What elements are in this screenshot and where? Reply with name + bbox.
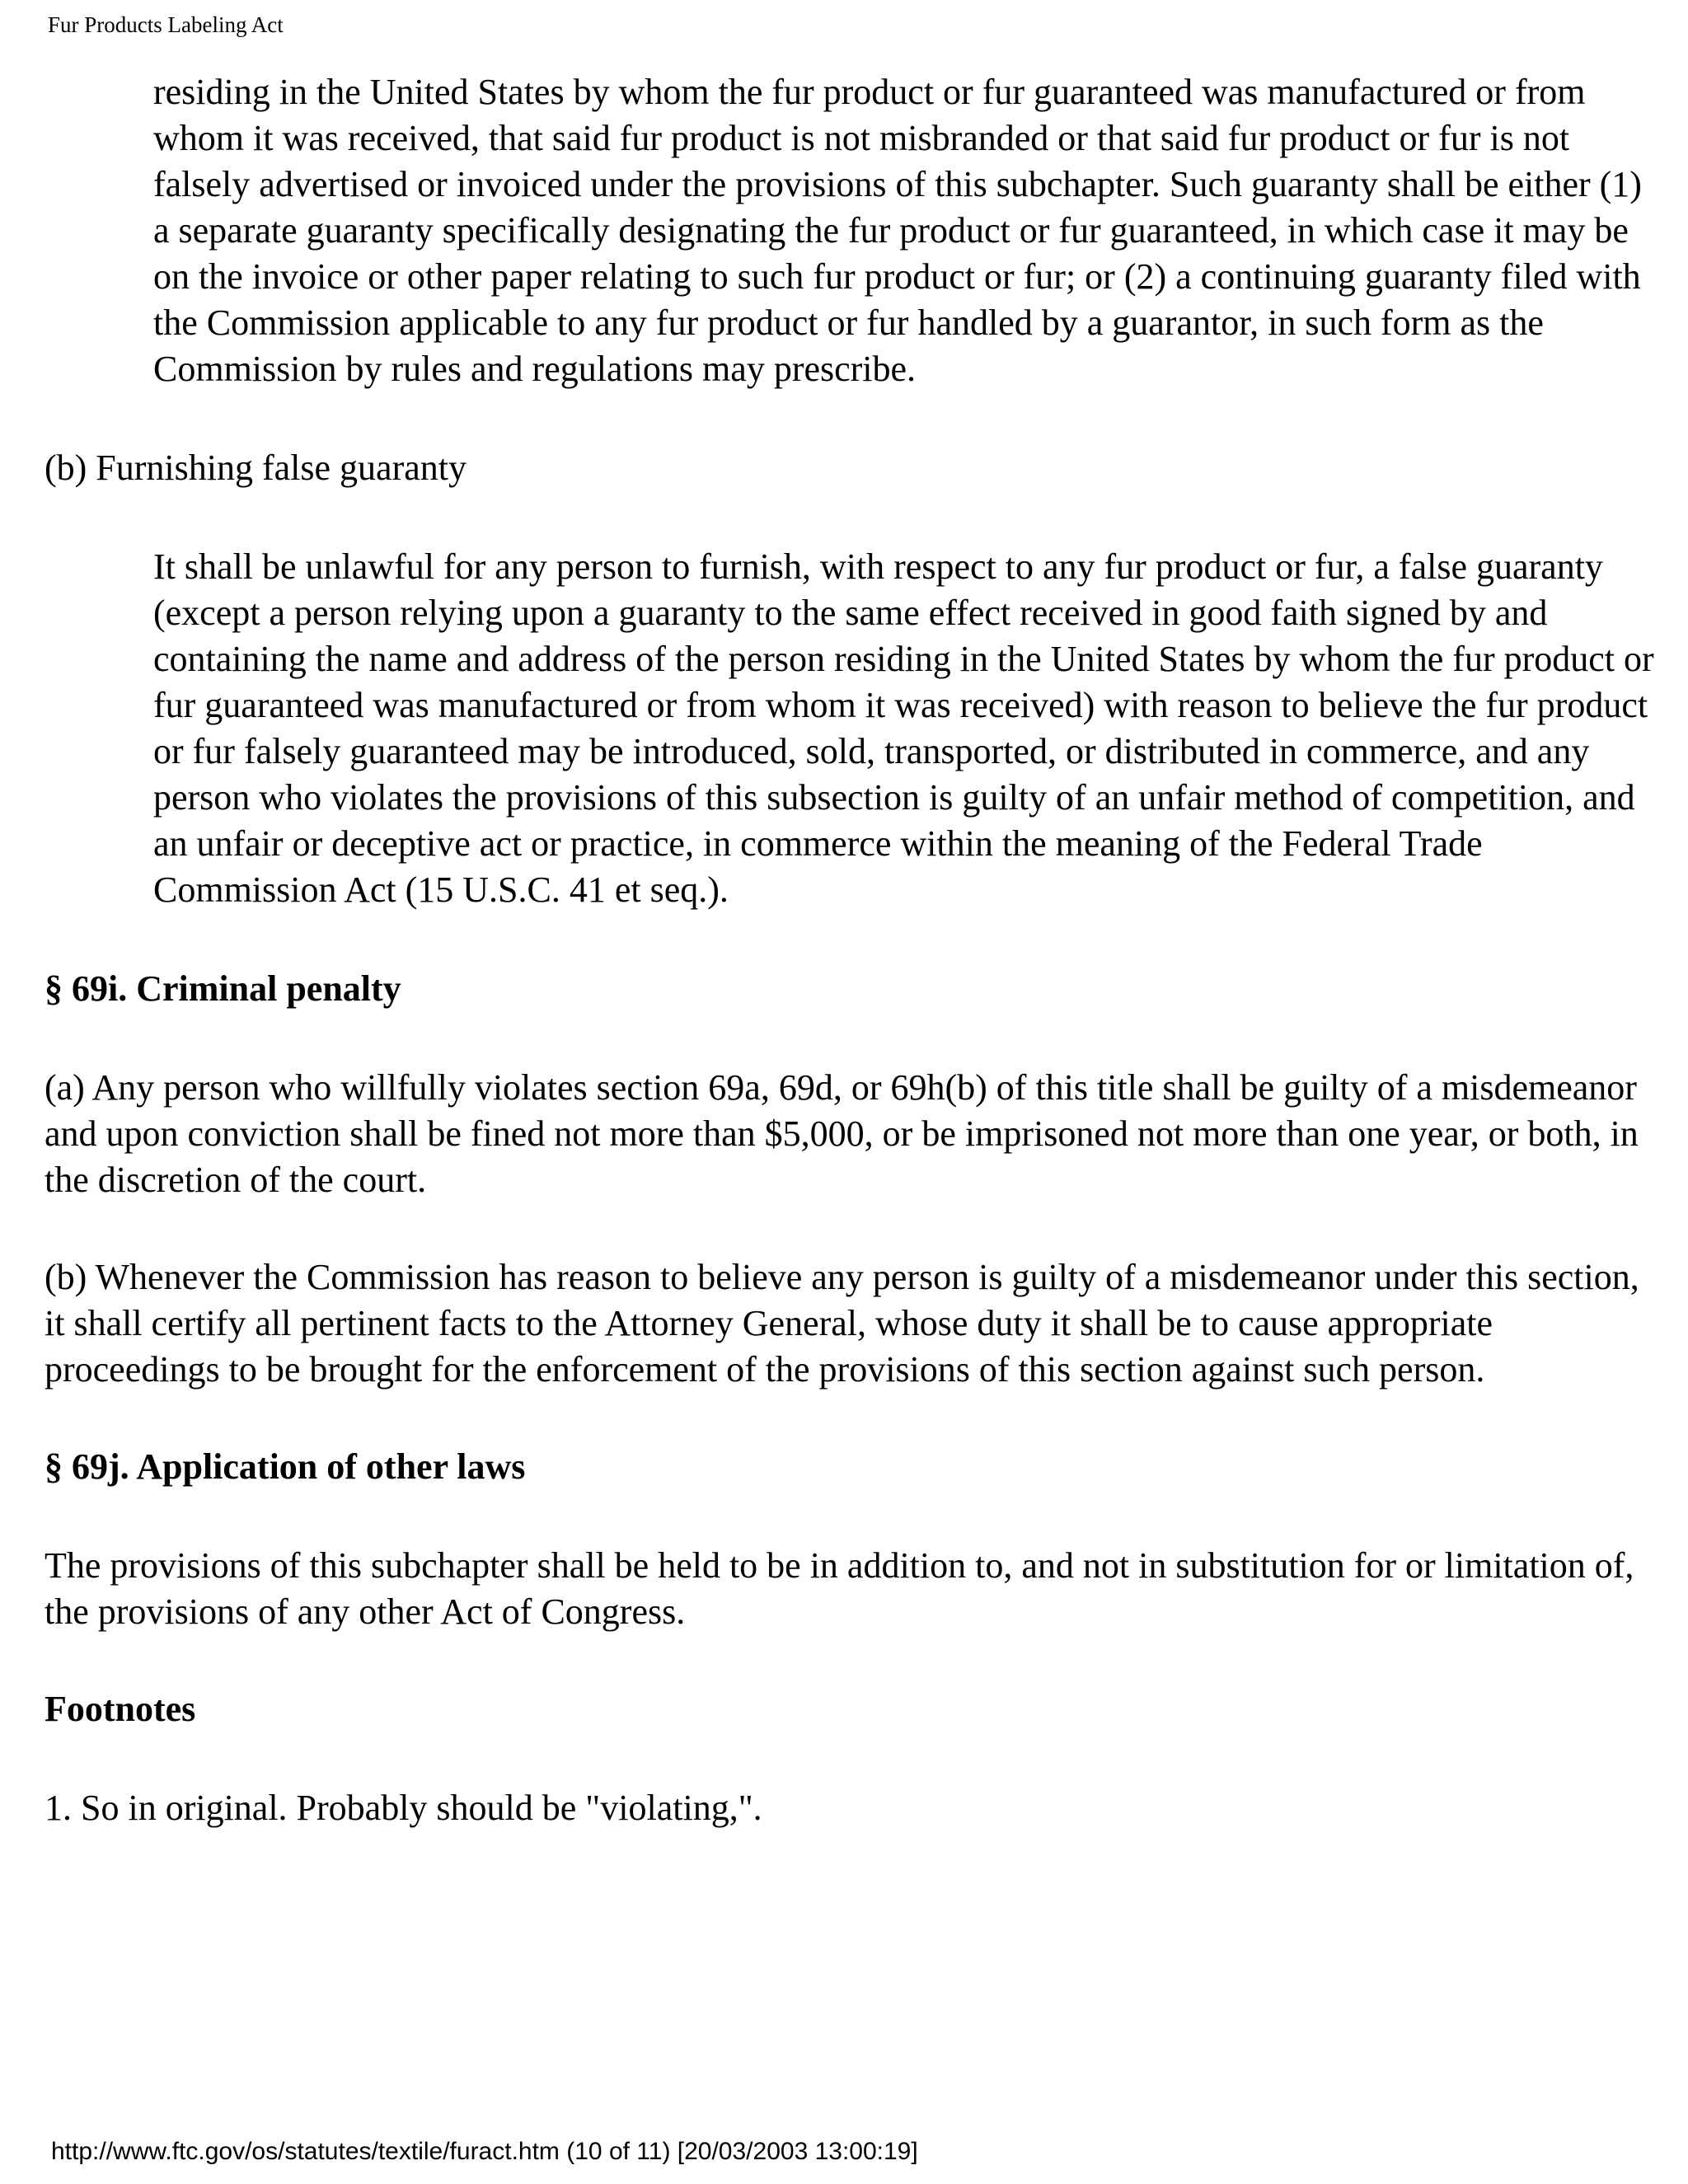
- footnote-item: 1. So in original. Probably should be "violating,".: [45, 1788, 762, 1828]
- section-69i-paragraph-b: (b) Whenever the Commission has reason to believe any person is guilty of a misdemeanor under this section, it shall certify all pertinent facts to the Attorney General, whose duty it shall be to cause appropriate proceedings to be brought for the enforcement of the provisions of this section against such person.: [45, 1257, 1639, 1390]
- page-header-title: Fur Products Labeling Act: [48, 12, 284, 37]
- section-69j-text: The provisions of this subchapter shall be held to be in addition to, and not in substitution for or limitation of, the provisions of any other Act of Congress.: [45, 1545, 1634, 1632]
- section-69i-heading: § 69i. Criminal penalty: [45, 968, 401, 1009]
- subsection-b-text: It shall be unlawful for any person to furnish, with respect to any fur product or fur, a false guaranty (except a person relying upon a guaranty to the same effect received in good faith signed by and containing the name and address of the person residing in the United States by whom the fur product or fur guaranteed was manufactured or from whom it was received) with reason to believe the fur product or fur falsely guaranteed may be introduced, sold, transported, or distributed in commerce, and any person who violates the provisions of this subsection is guilty of an unfair method of competition, and an unfair or deceptive act or practice, in commerce within the meaning of the Federal Trade Commission Act (15 U.S.C. 41 et seq.).: [153, 546, 1654, 910]
- page-footer-url: http://www.ftc.gov/os/statutes/textile/furact.htm (10 of 11) [20/03/2003 13:00:19]: [51, 2138, 918, 2165]
- section-69j-heading: § 69j. Application of other laws: [45, 1446, 526, 1487]
- footnotes-heading: Footnotes: [45, 1689, 196, 1729]
- subsection-b-title: (b) Furnishing false guaranty: [45, 448, 467, 488]
- section-69i-paragraph-a: (a) Any person who willfully violates section 69a, 69d, or 69h(b) of this title shall be guilty of a misdemeanor and upon conviction shall be fined not more than $5,000, or be imprisoned not more than one year, or both, in the discretion of the court.: [45, 1067, 1639, 1200]
- continued-paragraph: residing in the United States by whom the fur product or fur guaranteed was manufactured or from whom it was received, that said fur product is not misbranded or that said fur product or fur is not falsely advertised or invoiced under the provisions of this subchapter. Such guaranty shall be either (1) a separate guaranty specifically designating the fur product or fur guaranteed, in which case it may be on the invoice or other paper relating to such fur product or fur; or (2) a continuing guaranty filed with the Commission applicable to any fur product or fur handled by a guarantor, in such form as the Commission by rules and regulations may prescribe.: [153, 72, 1642, 389]
- document-body: [45, 69, 1656, 1831]
